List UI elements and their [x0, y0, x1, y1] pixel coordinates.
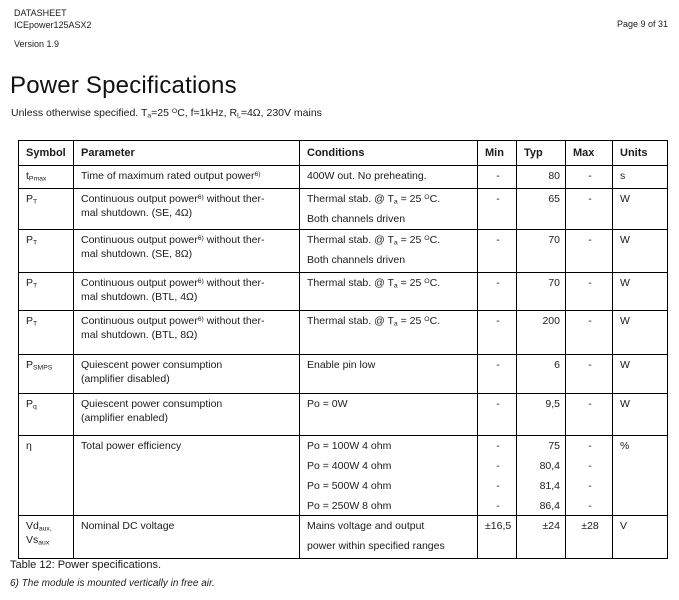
cell-text: - — [496, 359, 500, 371]
cell-text: power within specified ranges — [307, 540, 445, 552]
cell-text: Quiescent power consumption — [81, 398, 223, 410]
cell-text: 75 — [548, 440, 560, 452]
cell-parameter — [74, 273, 300, 311]
cell-symbol — [19, 273, 74, 311]
table-row — [19, 355, 668, 394]
cell-text: mal shutdown. (BTL, 4Ω) — [81, 291, 198, 303]
cell-max — [566, 436, 613, 516]
column-header-symbol: Symbol — [19, 141, 74, 166]
cell-text: $P_T$ — [26, 315, 38, 328]
cell-text: (amplifier disabled) — [81, 373, 170, 385]
cell-min — [478, 311, 517, 355]
cell-text: Po = 400W 4 ohm — [307, 460, 392, 472]
cell-conditions — [300, 516, 478, 559]
cell-text: 6 — [554, 359, 560, 371]
column-header-parameter: Parameter — [74, 141, 300, 166]
cell-text: ±16,5 — [485, 520, 512, 532]
cell-text: - — [496, 480, 500, 492]
column-header-typ: Typ — [517, 141, 566, 166]
cell-text: η — [26, 440, 32, 452]
cell-text: ±28 — [581, 520, 599, 532]
cell-symbol — [19, 516, 74, 559]
cell-text: - — [496, 170, 500, 182]
cell-text: - — [588, 500, 592, 512]
cell-text: $P_{SMPS}$ — [26, 359, 53, 372]
cell-parameter — [74, 230, 300, 273]
cell-symbol — [19, 189, 74, 230]
power-specifications-table — [18, 140, 668, 559]
page-title: Power Specifications — [10, 72, 237, 99]
cell-text: - — [588, 359, 592, 371]
cell-min — [478, 273, 517, 311]
cell-text: W — [620, 234, 630, 246]
cell-text: Nominal DC voltage — [81, 520, 175, 532]
cell-text: Continuous output power$^{6)}$ without ther- — [81, 315, 265, 327]
cell-text: W — [620, 315, 630, 327]
document-header — [14, 7, 92, 31]
cell-text: Thermal stab. @ $T_a = 25$ $^O$C. — [307, 315, 441, 328]
cell-symbol — [19, 230, 74, 273]
cell-text: Continuous output power$^{6)}$ without ther- — [81, 277, 265, 289]
version-label: Version 1.9 — [14, 39, 60, 49]
cell-text: - — [496, 500, 500, 512]
cell-units — [613, 166, 668, 189]
cell-text: mal shutdown. (BTL, 8Ω) — [81, 329, 198, 341]
cell-max — [566, 189, 613, 230]
table-row — [19, 166, 668, 189]
cell-symbol — [19, 166, 74, 189]
cell-min — [478, 355, 517, 394]
cell-text: Po = 500W 4 ohm — [307, 480, 392, 492]
cell-text: Total power efficiency — [81, 440, 182, 452]
cell-conditions — [300, 273, 478, 311]
cell-text: - — [496, 398, 500, 410]
cell-text: - — [588, 277, 592, 289]
page-number: Page 9 of 31 — [616, 19, 668, 29]
cell-text: Thermal stab. @ $T_a = 25$ $^O$C. — [307, 277, 441, 290]
cell-text: - — [588, 480, 592, 492]
cell-text: - — [588, 234, 592, 246]
table-row — [19, 516, 668, 559]
cell-text: mal shutdown. (SE, 8Ω) — [81, 248, 193, 260]
table-caption: Table 12: Power specifications. — [10, 559, 162, 571]
cell-max — [566, 516, 613, 559]
cell-max — [566, 230, 613, 273]
cell-text: Continuous output power$^{6)}$ without ther- — [81, 193, 265, 205]
cell-text: mal shutdown. (SE, 4Ω) — [81, 207, 193, 219]
cell-text: $t_{Pmax}$ — [26, 170, 47, 183]
cell-max — [566, 394, 613, 436]
cell-text: $Vs_{aux}$ — [26, 534, 50, 547]
cell-parameter — [74, 166, 300, 189]
cell-units — [613, 394, 668, 436]
cell-text: - — [496, 277, 500, 289]
cell-text: - — [496, 440, 500, 452]
cell-text: Continuous output power$^{6)}$ without ther- — [81, 234, 265, 246]
cell-text: $P_T$ — [26, 277, 38, 290]
table-header-row — [19, 141, 668, 166]
cell-conditions — [300, 166, 478, 189]
cell-units — [613, 516, 668, 559]
cell-symbol — [19, 311, 74, 355]
cell-text: - — [588, 440, 592, 452]
cell-text: Time of maximum rated output power$^{6)}$ — [81, 170, 261, 182]
cell-text: Quiescent power consumption — [81, 359, 223, 371]
cell-text: 70 — [548, 277, 560, 289]
cell-text: - — [496, 234, 500, 246]
cell-text: s — [620, 170, 626, 182]
cell-text: W — [620, 193, 630, 205]
table-body — [19, 166, 668, 559]
cell-text: - — [588, 315, 592, 327]
cell-units — [613, 436, 668, 516]
cell-text: 65 — [548, 193, 560, 205]
cell-text: $Vd_{aux,}$ — [26, 520, 52, 533]
cell-text: V — [620, 520, 628, 532]
cell-symbol — [19, 436, 74, 516]
cell-text: Mains voltage and output — [307, 520, 425, 532]
cell-typ — [517, 189, 566, 230]
table-row — [19, 394, 668, 436]
cell-text: 80,4 — [539, 460, 560, 472]
cell-max — [566, 355, 613, 394]
table-row — [19, 273, 668, 311]
cell-typ — [517, 230, 566, 273]
cell-text: - — [588, 460, 592, 472]
cell-text: W — [620, 398, 630, 410]
footnote: 6) The module is mounted vertically in free air. — [10, 578, 215, 589]
cell-parameter — [74, 394, 300, 436]
cell-parameter — [74, 355, 300, 394]
cell-text: $P_T$ — [26, 234, 38, 247]
table-row — [19, 189, 668, 230]
cell-conditions — [300, 189, 478, 230]
cell-text: Po = 0W — [307, 398, 348, 410]
cell-units — [613, 189, 668, 230]
product-name: ICEpower125ASX2 — [14, 20, 92, 30]
column-header-units: Units — [613, 141, 668, 166]
table-row — [19, 436, 668, 516]
cell-symbol — [19, 394, 74, 436]
cell-conditions — [300, 355, 478, 394]
cell-text: - — [588, 398, 592, 410]
cell-conditions — [300, 311, 478, 355]
cell-text: - — [496, 315, 500, 327]
cell-text: 80 — [548, 170, 560, 182]
cell-typ — [517, 436, 566, 516]
cell-units — [613, 311, 668, 355]
cell-text: (amplifier enabled) — [81, 412, 168, 424]
cell-typ — [517, 516, 566, 559]
cell-conditions — [300, 230, 478, 273]
cell-text: W — [620, 359, 630, 371]
cell-parameter — [74, 189, 300, 230]
cell-text: Po = 100W 4 ohm — [307, 440, 392, 452]
table-row — [19, 230, 668, 273]
cell-text: Thermal stab. @ $T_a = 25$ $^O$C. — [307, 234, 441, 247]
cell-text: 81,4 — [539, 480, 560, 492]
cell-typ — [517, 394, 566, 436]
cell-conditions — [300, 394, 478, 436]
cell-max — [566, 311, 613, 355]
cell-units — [613, 273, 668, 311]
cell-parameter — [74, 436, 300, 516]
cell-text: $P_q$ — [26, 398, 37, 411]
cell-symbol — [19, 355, 74, 394]
cell-max — [566, 273, 613, 311]
cell-typ — [517, 166, 566, 189]
cell-parameter — [74, 516, 300, 559]
cell-units — [613, 230, 668, 273]
cell-min — [478, 166, 517, 189]
column-header-conditions: Conditions — [300, 141, 478, 166]
cell-text: - — [496, 460, 500, 472]
cell-text: 9,5 — [545, 398, 560, 410]
cell-text: - — [588, 193, 592, 205]
cell-parameter — [74, 311, 300, 355]
cell-max — [566, 166, 613, 189]
cell-typ — [517, 355, 566, 394]
cell-text: Both channels driven — [307, 254, 406, 266]
cell-text: Po = 250W 8 ohm — [307, 500, 392, 512]
cell-typ — [517, 273, 566, 311]
cell-text: - — [496, 193, 500, 205]
test-conditions-subtitle: Unless otherwise specified. $T_a=25$ $^O$C, f=1kHz, $R_L=4\Omega$, 230V mains — [11, 107, 322, 120]
cell-min — [478, 189, 517, 230]
cell-text: % — [620, 440, 630, 452]
cell-typ — [517, 311, 566, 355]
doc-type-label: DATASHEET — [14, 8, 67, 18]
cell-conditions — [300, 436, 478, 516]
column-header-min: Min — [478, 141, 517, 166]
cell-min — [478, 516, 517, 559]
cell-text: Thermal stab. @ $T_a = 25$ $^O$C. — [307, 193, 441, 206]
cell-text: W — [620, 277, 630, 289]
cell-text: ±24 — [542, 520, 560, 532]
cell-text: 70 — [548, 234, 560, 246]
cell-text: $P_T$ — [26, 193, 38, 206]
cell-units — [613, 355, 668, 394]
cell-min — [478, 436, 517, 516]
cell-text: Enable pin low — [307, 359, 376, 371]
cell-min — [478, 230, 517, 273]
table-row — [19, 311, 668, 355]
cell-text: Both channels driven — [307, 213, 406, 225]
cell-text: 86,4 — [539, 500, 560, 512]
cell-text: - — [588, 170, 592, 182]
cell-text: 400W out. No preheating. — [307, 170, 427, 182]
cell-text: 200 — [542, 315, 560, 327]
column-header-max: Max — [566, 141, 613, 166]
cell-min — [478, 394, 517, 436]
